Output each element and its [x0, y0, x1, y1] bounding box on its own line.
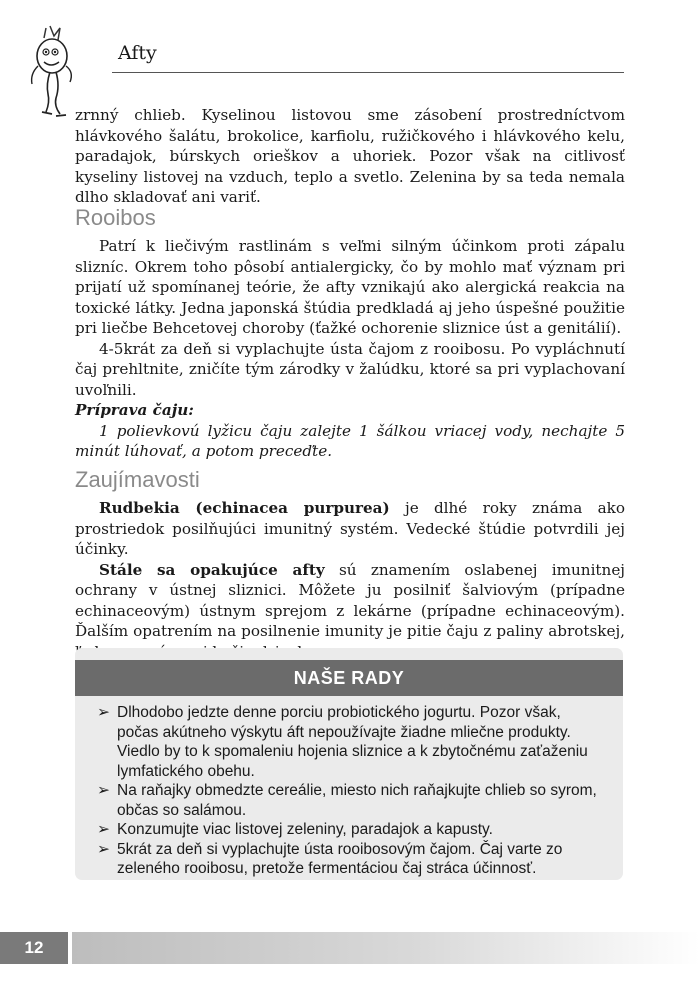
advice-list [97, 703, 597, 879]
advice-box-header [75, 660, 623, 696]
advice-item-text: Na raňajky obmedzte cereálie, miesto nich raňajkujte chlieb so syrom, občas so salámou. [117, 782, 597, 819]
header-rule [112, 72, 624, 73]
running-header-title: Afty [118, 42, 157, 64]
intro-paragraph [75, 105, 625, 208]
arrow-bullet-icon: ➢ [97, 840, 110, 858]
footer-gradient-bar [72, 932, 700, 964]
advice-item-text: 5krát za deň si vyplachujte ústa rooibosovým čajom. Čaj varte zo zeleného rooibosu, pretože fermentáciou čaj stráca účinnosť. [117, 840, 563, 877]
zaujimavosti-paragraph-2 [75, 560, 625, 663]
advice-item-text: Konzumujte viac listovej zeleniny, paradajok a kapusty. [117, 821, 493, 838]
advice-item [97, 703, 597, 781]
intro-text: zrnný chlieb. Kyselinou listovou sme zásobení prostredníctvom hlávkového šalátu, brokolice, karfiolu, ružičkového i hlávkového kelu, paradajok, búrskych orieškov a uhoriek. Pozor však na citlivosť kyseliny listovej na vzduch, teplo a svetlo. Zelenina by sa teda nemala dlho skladovať ani variť. [75, 106, 625, 206]
arrow-bullet-icon: ➢ [97, 704, 110, 721]
arrow-bullet-icon: ➢ [97, 782, 110, 799]
zaujimavosti-section [75, 498, 625, 662]
advice-box [75, 648, 623, 880]
advice-item [97, 781, 597, 820]
section-heading-zaujimavosti: Zaujímavosti [75, 467, 200, 492]
rooibos-paragraph-2: 4-5krát za deň si vyplachujte ústa čajom z rooibosu. Po vypláchnutí čaj prehltnite, zničíte tým zárodky v žalúdku, ktoré sa pri vyplachovaní uvoľnili. [75, 339, 625, 399]
zaujimavosti-paragraph-1 [75, 498, 625, 560]
preparation-text: 1 polievkovú lyžicu čaju zalejte 1 šálkou vriacej vody, nechajte 5 minút lúhovať, a potom preceďte. [75, 421, 625, 460]
echinacea-term: Rudbekia (echinacea purpurea) [99, 499, 390, 517]
advice-item [97, 840, 597, 879]
advice-item [97, 820, 597, 840]
rooibos-paragraph-1: Patrí k liečivým rastlinám s veľmi silným účinkom proti zápalu slizníc. Okrem toho pôsobí antialergicky, čo by mohlo mať význam pri prijatí už spomínanej teórie, že afty vznikajú ako alergická reakcia na toxické látky. Jedna japonská štúdia predkladá aj jeho úspešné použitie pri liečbe Behcetovej choroby (ťažké ochorenie sliznice úst a genitálií). [75, 237, 625, 337]
tooth-mascot-icon [20, 22, 80, 122]
page-number: 12 [0, 932, 68, 964]
echinacea-text: je dlhé roky známa ako prostriedok posilňujúci imunitný systém. Vedecké štúdie potvrdili jej účinky. [75, 499, 625, 558]
recurring-afty-text: sú znamením oslabenej imunitnej ochrany v ústnej sliznici. Môžete ju posilniť šalviovým (prípadne echinaceovým) ústnym sprejom z lekárne (prípadne echinaceovým). Ďalším opatrením na posilnenie imunity je pitie čaju z paliny abrotskej, [75, 560, 626, 640]
section-heading-rooibos: Rooibos [75, 205, 156, 230]
rooibos-section [75, 236, 625, 462]
advice-item-text: Dlhodobo jedzte denne porciu probiotického jogurtu. Pozor však, počas akútneho výskytu áft nepoužívajte žiadne mliečne produkty. Viedlo by to k spomaleniu hojenia sliznice a k zbytočnému zaťaženiu lymfatického obehu. [117, 704, 588, 780]
arrow-bullet-icon: ➢ [97, 821, 110, 838]
advice-box-title: NAŠE RADY [293, 668, 405, 688]
recurring-afty-term: Stále sa opakujúce afty [99, 560, 325, 579]
preparation-label: Príprava čaju: [75, 401, 194, 419]
